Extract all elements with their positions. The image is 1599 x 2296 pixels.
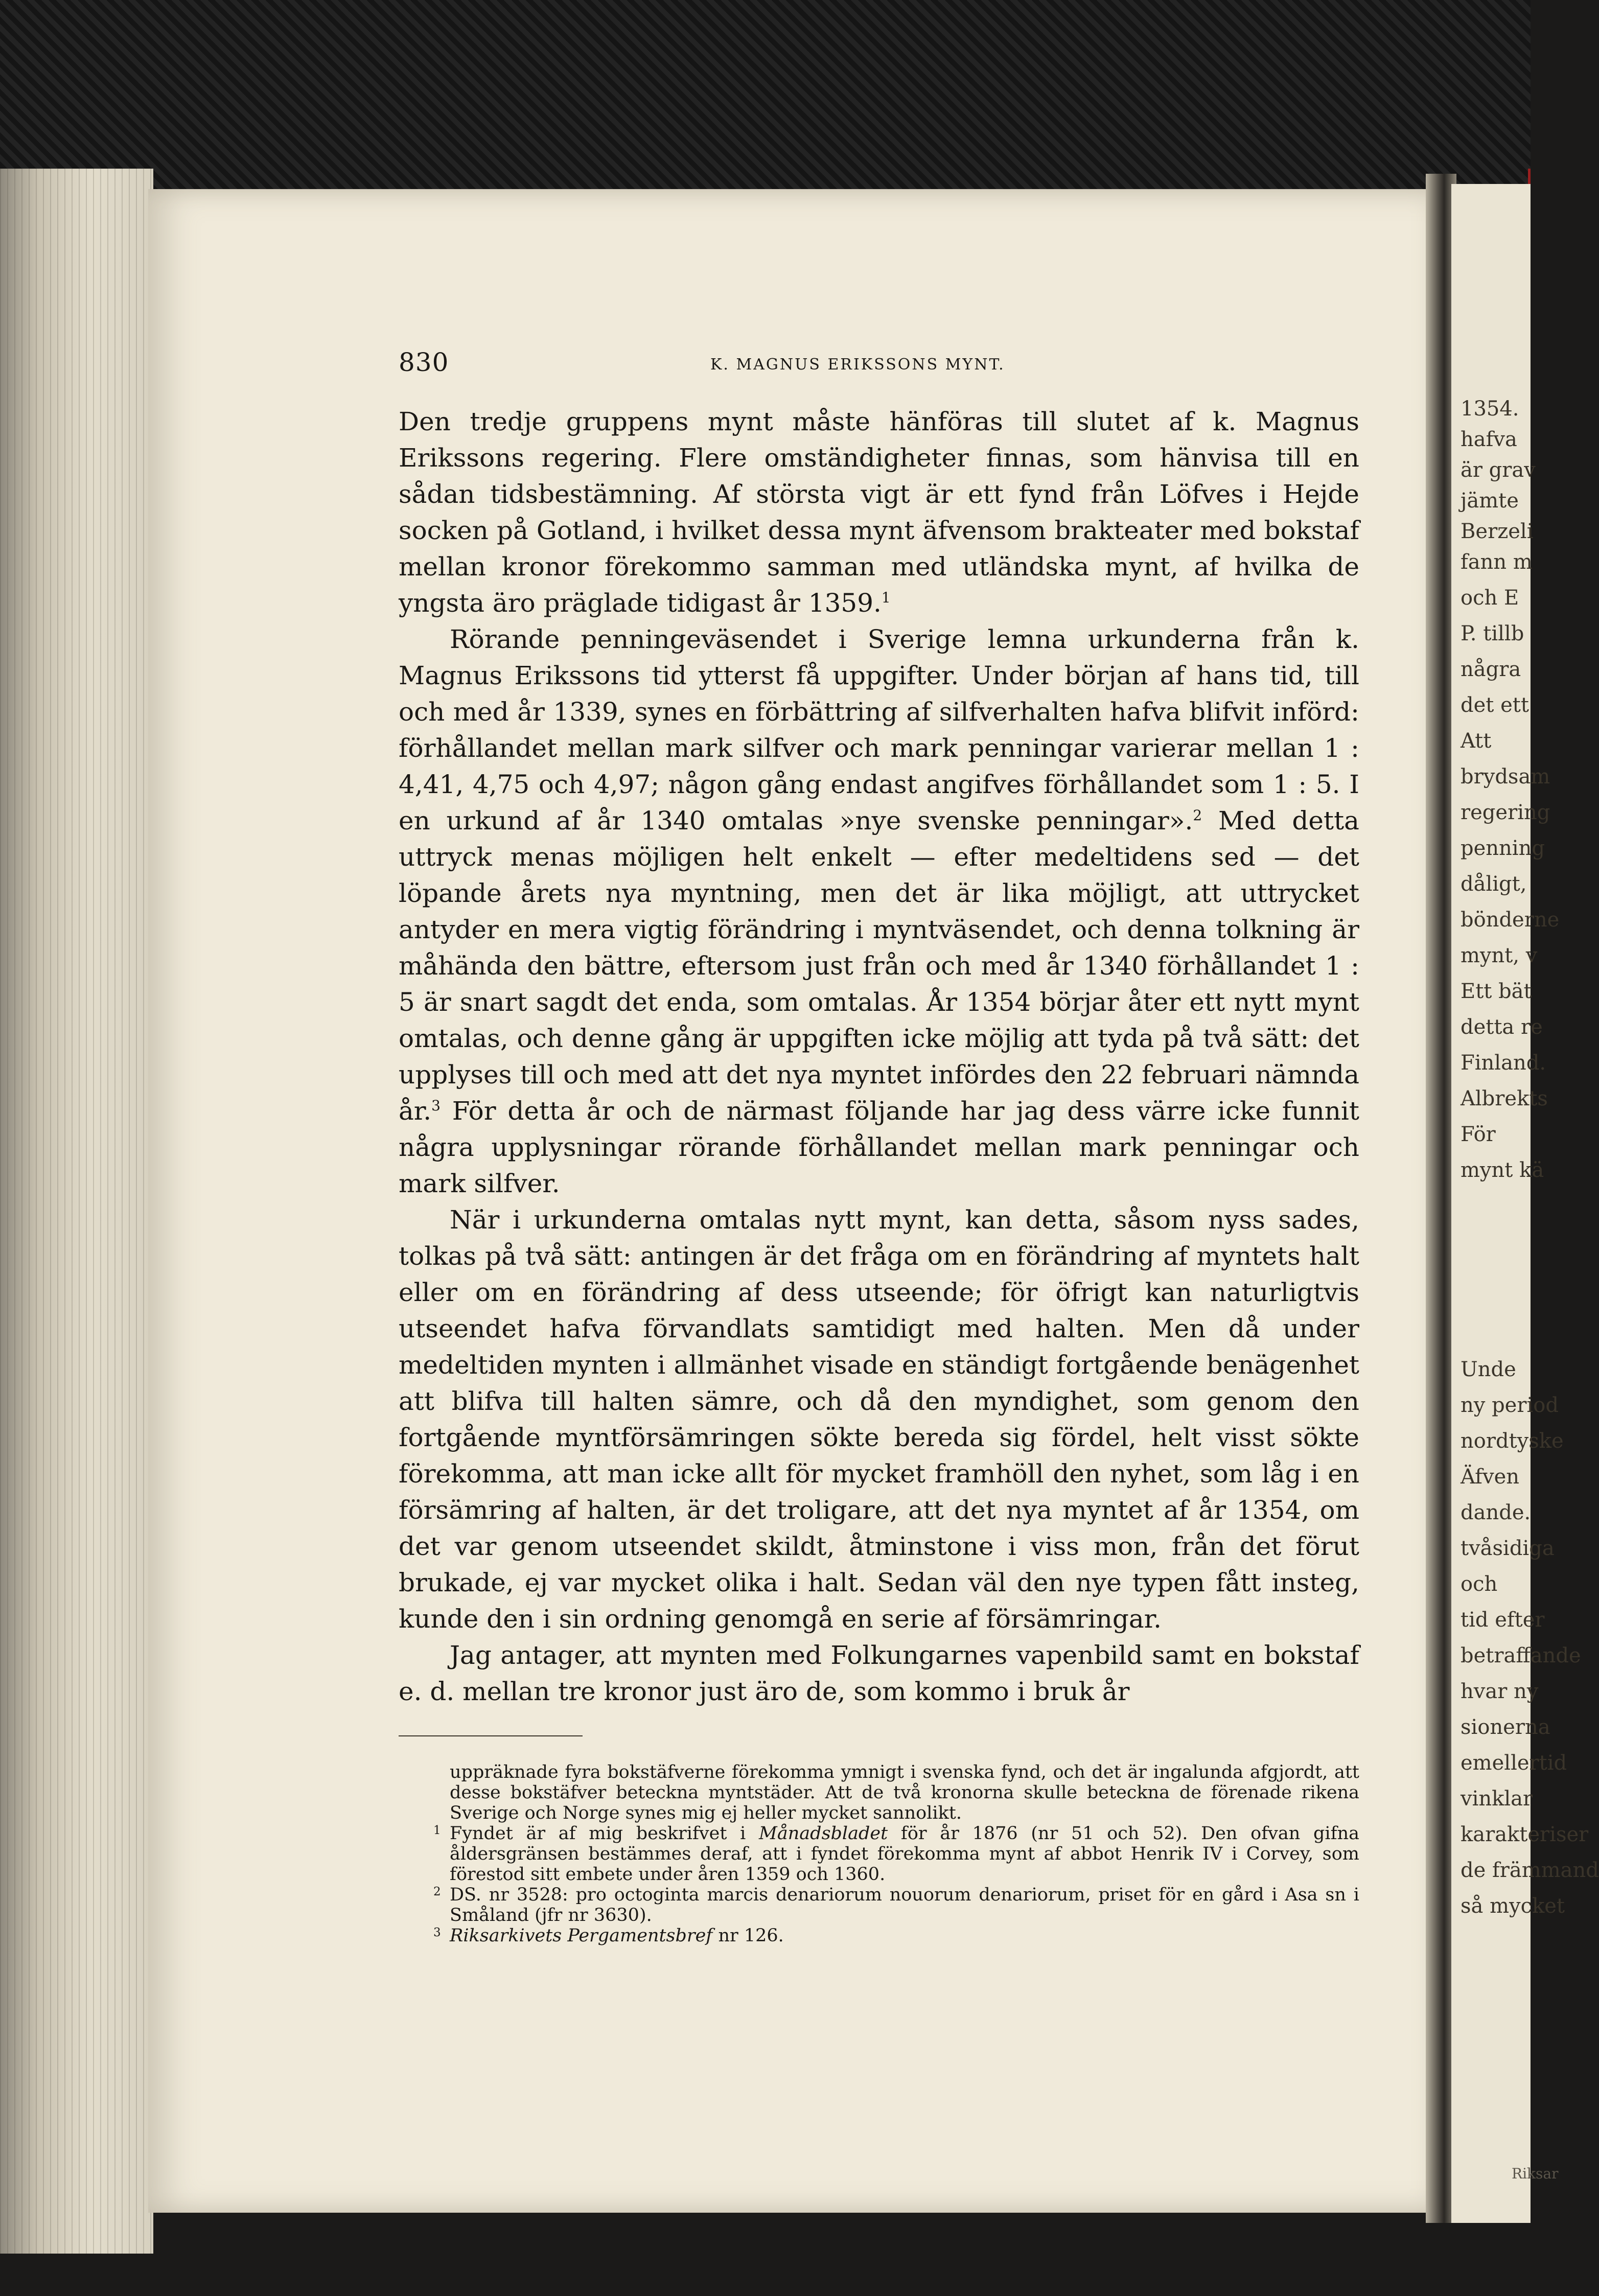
paragraph-text: För detta år och de närmast följande har jag dess värre icke funnit några upplysningar rörande förhållandet mellan mark penningar och mark silfver. bbox=[399, 1096, 1359, 1198]
footnote-reference[interactable]: 3 bbox=[431, 1097, 441, 1114]
facing-page-fragment: Ett bät bbox=[1461, 980, 1532, 1003]
facing-page-fragment: dande. bbox=[1461, 1501, 1531, 1524]
facing-page-fragment: dåligt, bbox=[1461, 872, 1527, 896]
running-title: K. MAGNUS ERIKSSONS MYNT. bbox=[710, 356, 1005, 374]
footnote bbox=[399, 1926, 1359, 1946]
facing-page-fragment: ny period bbox=[1461, 1394, 1559, 1417]
facing-page-fragment: Unde bbox=[1461, 1358, 1516, 1381]
facing-page-fragment: penning bbox=[1461, 837, 1545, 860]
facing-page-fragment: Riksar bbox=[1512, 2165, 1559, 2182]
facing-page-fragment: är grav bbox=[1461, 458, 1536, 482]
facing-page-fragment: mynt kä bbox=[1461, 1158, 1544, 1182]
paragraph bbox=[399, 404, 1359, 621]
facing-page-fragment: Berzeli bbox=[1461, 520, 1534, 543]
footnote-text: DS. nr 3528: pro octoginta marcis denariorum nouorum denariorum, priset för en gård i Asa sn i Småland (jfr nr 3630). bbox=[450, 1885, 1359, 1926]
facing-page-fragment: brydsam bbox=[1461, 765, 1550, 788]
facing-page-fragment: Finland. bbox=[1461, 1051, 1546, 1075]
footnote-marker: 2 bbox=[433, 1885, 441, 1898]
footnote bbox=[399, 1823, 1359, 1885]
facing-page bbox=[1451, 184, 1599, 2223]
facing-page-fragment: Äfven bbox=[1461, 1465, 1520, 1489]
book-page-edges bbox=[0, 169, 153, 2254]
facing-page-fragment: så mycket bbox=[1461, 1894, 1565, 1918]
facing-page-fragment: några bbox=[1461, 658, 1521, 681]
footnote-marker: 1 bbox=[433, 1824, 441, 1837]
footnote-text: Fyndet är af mig beskrifvet i bbox=[450, 1823, 746, 1844]
page-content bbox=[399, 337, 1359, 1946]
paragraph bbox=[399, 621, 1359, 1202]
footnotes bbox=[399, 1762, 1359, 1946]
facing-page-fragment: fann m bbox=[1461, 550, 1533, 574]
facing-page-fragment: detta re bbox=[1461, 1015, 1543, 1039]
page-number: 830 bbox=[399, 347, 449, 377]
background-surface bbox=[0, 0, 1531, 204]
paragraph-text: Med detta uttryck menas möjligen helt enkelt — efter medeltidens sed — det löpande årets nya myntning, men det är lika möjligt, att uttrycket antyder en mera vigtig förändring i myntväsendet, och denna tolkning är måhända den bättre, eftersom just från och med år 1340 förhållandet 1 : 5 är snart sagdt det enda, som omtalas. År 1354 börjar åter ett nytt mynt omtalas, och denne gång är uppgiften icke möjlig att tyda på två sätt: det upplyses till och med att det nya myntet infördes den 22 februari nämnda år. bbox=[399, 806, 1359, 1126]
footnote-marker: 3 bbox=[433, 1926, 441, 1939]
facing-page-fragment: hvar ny bbox=[1461, 1680, 1539, 1703]
paragraph-text: Jag antager, att mynten med Folkungarnes vapenbild samt en bokstaf e. d. mellan tre kronor just äro de, som kommo i bruk år bbox=[399, 1640, 1359, 1706]
facing-page-fragment: tvåsidiga bbox=[1461, 1537, 1555, 1560]
footnote-divider bbox=[399, 1735, 583, 1736]
footnote-text: nr 126. bbox=[718, 1926, 784, 1946]
running-head bbox=[399, 337, 1359, 383]
facing-page-fragment: mynt, v bbox=[1461, 944, 1538, 967]
body-text bbox=[399, 404, 1359, 1710]
facing-page-fragment: sionerna bbox=[1461, 1715, 1550, 1739]
facing-page-fragment: regering bbox=[1461, 801, 1550, 824]
paragraph-text: När i urkunderna omtalas nytt mynt, kan detta, såsom nyss sades, tolkas på två sätt: antingen är det fråga om en förändring af myntets halt eller om en förändring af dess utseende; för öfrigt kan naturligtvis utseendet hafva förvandlats samtidigt med halten. Men då under medeltiden mynten i allmänhet visade en ständigt fortgående benägenhet att blifva till halten sämre, och då den myndighet, som genom den fortgående myntförsämringen sökte bereda sig fördel, helt visst sökte förekomma, att man icke allt för mycket framhöll den nyhet, som låg i en försämring af halten, är det troligare, att det nya myntet af år 1354, om det var genom utseendet skildt, åtminstone i viss mon, från det förut brukade, ej var mycket olika i halt. Sedan väl den nye typen fått insteg, kunde den i sin ordning genomgå en serie af försämringar. bbox=[399, 1205, 1359, 1634]
facing-page-fragment: emellertid bbox=[1461, 1751, 1567, 1775]
footnote bbox=[399, 1885, 1359, 1926]
footnote-cited-title: Riksarkivets Pergamentsbref bbox=[450, 1926, 713, 1946]
facing-page-fragment: hafva bbox=[1461, 428, 1517, 451]
facing-page-fragment: betraffande bbox=[1461, 1644, 1581, 1667]
facing-page-fragment: 1354. bbox=[1461, 397, 1519, 421]
paragraph bbox=[399, 1637, 1359, 1710]
paragraph-text: Rörande penningeväsendet i Sverige lemna urkunderna från k. Magnus Erikssons tid ytterst få uppgifter. Under början af hans tid, till och med år 1339, synes en förbättring af silfverhalten hafva blifvit införd: förhållandet mellan mark silfver och mark penningar varierar mellan 1 : 4,41, 4,75 och 4,97; någon gång endast angifves förhållandet som 1 : 5. I en urkund af år 1340 omtalas »nye svenske penningar». bbox=[399, 624, 1359, 836]
paragraph-text: Den tredje gruppens mynt måste hänföras till slutet af k. Magnus Erikssons regering. Flere omständigheter finnas, som hänvisa till en sådan tidsbestämning. Af största vigt är ett fynd från Löfves i Hejde socken på Gotland, i hvilket dessa mynt äfvensom brakteater med bokstaf mellan kronor förekommo samman med utländska mynt, af hvilka de yngsta äro präglade tidigast år 1359. bbox=[399, 407, 1359, 618]
facing-page-fragment: Att bbox=[1461, 729, 1492, 753]
footnote-reference[interactable]: 2 bbox=[1193, 807, 1202, 824]
facing-page-fragment: P. tillb bbox=[1461, 622, 1524, 645]
footnote-continuation: uppräknade fyra bokstäfverne förekomma ymnigt i svenska fynd, och det är ingalunda afgjordt, att desse bokstäfver beteckna myntstäder. Att de två kronorna skulle beteckna de förenade rikena Sverige och Norge synes mig ej heller mycket sannolikt. bbox=[450, 1762, 1359, 1823]
facing-page-fragment: tid efter bbox=[1461, 1608, 1545, 1632]
footnote-reference[interactable]: 1 bbox=[881, 589, 891, 606]
facing-page-fragment: de främmand bbox=[1461, 1859, 1599, 1882]
facing-page-fragment: nordtyske bbox=[1461, 1429, 1564, 1453]
footnote-text: för år 1876 (nr 51 och 52). Den ofvan gifna åldersgränsen bestämmes deraf, att i fyndet förekomma mynt af abbot Henrik IV i Corvey, som förestod sitt embete under åren 1359 och 1360. bbox=[450, 1823, 1359, 1885]
paragraph bbox=[399, 1202, 1359, 1637]
facing-page-fragment: Albrekts bbox=[1461, 1087, 1548, 1110]
facing-page-fragment: och E bbox=[1461, 586, 1519, 610]
facing-page-fragment: det ett bbox=[1461, 693, 1529, 717]
footnote-cited-title: Månadsbladet bbox=[759, 1823, 888, 1844]
facing-page-fragment: karakteriser bbox=[1461, 1823, 1589, 1846]
facing-page-fragment: bönderne bbox=[1461, 908, 1560, 932]
facing-page-fragment: vinklar bbox=[1461, 1787, 1533, 1811]
facing-page-fragment: och bbox=[1461, 1572, 1498, 1596]
facing-page-fragment: jämte bbox=[1461, 489, 1519, 513]
facing-page-fragment: För bbox=[1461, 1123, 1496, 1146]
